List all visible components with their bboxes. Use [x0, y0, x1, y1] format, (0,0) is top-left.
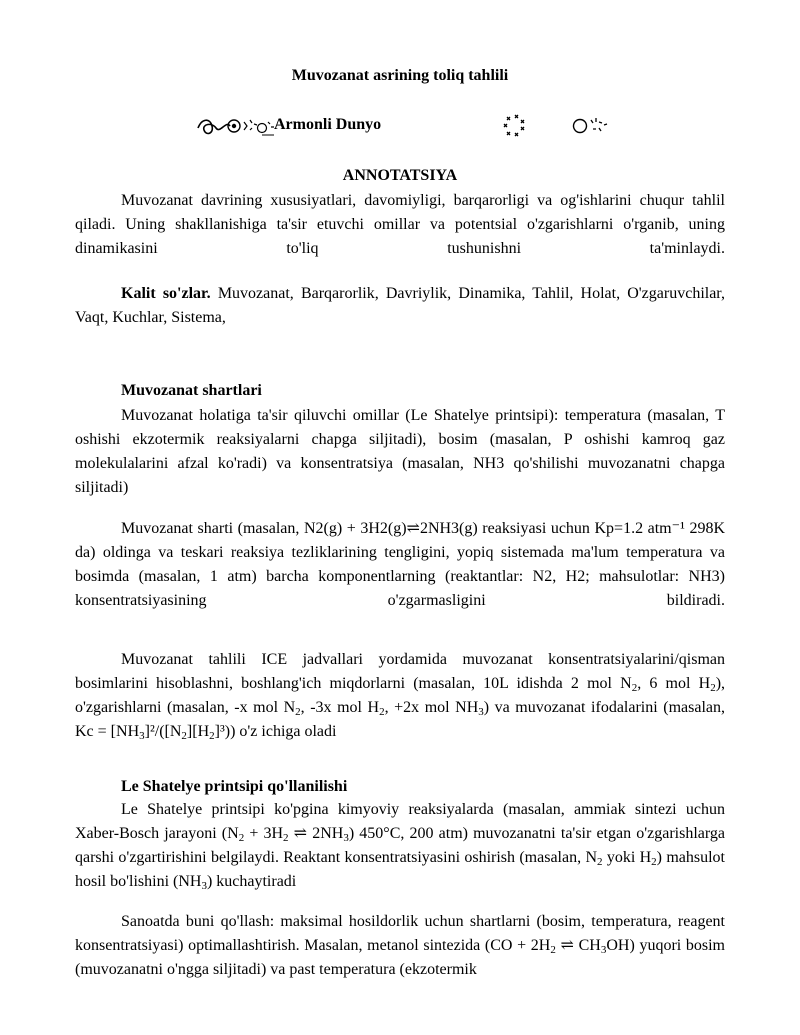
keywords-paragraph [75, 282, 725, 330]
text-run: ) 450°C, 200 atm) muvozanatni ta'sir etgan o'zgarishlarga qarshi o'zgartirishini belgilaydi. Reaktant konsentratsiyasini oshirish (masalan, N [75, 825, 726, 866]
text-run: ]³)) o'z ichiga oladi [214, 723, 337, 740]
section1-paragraph-1 [75, 404, 725, 500]
document-title: Muvozanat asrining toliq tahlili [291, 67, 509, 84]
decorative-flourish-icon [196, 114, 274, 138]
section-heading-le-chatelier: Le Shatelye printsipi qo'llanilishi [121, 778, 348, 795]
subscript: 3 [478, 706, 484, 718]
subscript: 2 [597, 856, 603, 868]
text-run: Sanoatda buni qo'llash: maksimal hosildorlik uchun shartlarni (bosim, temperatura, reagent konsentratsiyasi) optimallashtirish. Masalan, metanol sintezida (CO + 2H [75, 913, 725, 954]
keywords-list: Muvozanat, Barqarorlik, Davriylik, Dinamika, Tahlil, Holat, O'zgaruvchilar, Vaqt, Kuchlar, Sistema, [75, 285, 725, 326]
section1-paragraph-2-text: Muvozanat sharti (masalan, N2(g) + 3H2(g)⇌2NH3(g) reaksiyasi uchun Kp=1.2 atm⁻¹ 298K da) oldinga va teskari reaksiya tezliklarining tengligini, yopiq sistemada ma'lum temperatura va bosimda (masalan, 1 atm) barcha komponentlarning (reaktantlar: N2, H2; mahsulotlar: NH3) konsentratsiyasining o'zgarmasligini bildiradi. [75, 520, 725, 609]
text-run: ]²/([N [144, 723, 182, 740]
section2-paragraph-1 [75, 798, 725, 894]
text-run: ⇌ 2NH [288, 825, 344, 842]
text-run: , 6 mol H [637, 675, 711, 692]
subscript: 2 [209, 730, 215, 742]
text-run: yoki H [602, 849, 652, 866]
section2-paragraph-2 [75, 910, 725, 982]
text-run: ][H [186, 723, 210, 740]
annotation-text: Muvozanat davrining xususiyatlari, davomiyligi, barqarorligi va og'ishlarini chuqur tahlil qiladi. Uning shakllanishiga ta'sir etuvchi omillar va potentsial o'zgarishlarni o'rganib, uning dinamikasini to'liq tushunishni ta'minlaydi. [75, 192, 725, 257]
text-run: OH) yuqori bosim (muvozanatni o'ngga siljitadi) va past temperatura (ekzotermik [75, 937, 726, 978]
text-run: Muvozanat tahlili ICE jadvallari yordamida muvozanat konsentratsiyalarini/qisman bosimlarini hisoblashni, boshlang'ich miqdorlarni (masalan, 10L idishda 2 mol N [75, 651, 725, 692]
section1-paragraph-3 [75, 648, 725, 744]
section1-paragraph-1-text: Muvozanat holatiga ta'sir qiluvchi omillar (Le Shatelye printsipi): temperatura (masalan, T oshishi ekzotermik reaksiyalarni chapga siljitadi), bosim (masalan, P oshishi kamroq gaz molekulalarini afzal ko'radi) va konsentratsiya (masalan, NH3 qo'shilishi muvozanatni chapga siljitadi) [75, 407, 725, 496]
keywords-label: Kalit so'zlar. [121, 285, 211, 302]
section-heading-equilibrium-conditions: Muvozanat shartlari [121, 382, 262, 399]
subscript: 2 [379, 706, 385, 718]
text-run: ) kuchaytiradi [206, 873, 297, 890]
annotation-paragraph [75, 189, 725, 261]
text-run: ) va muvozanat ifodalarini (masalan, Kc = [NH [75, 699, 725, 740]
subscript: 3 [201, 880, 207, 892]
subscript: 2 [295, 706, 301, 718]
annotation-heading: ANNOTATSIYA [342, 167, 458, 184]
subscript: 3 [343, 832, 349, 844]
subscript: 2 [651, 856, 657, 868]
text-run: ) mahsulot hosil bo'lishini (NH [75, 849, 725, 890]
subscript: 2 [238, 832, 245, 844]
text-run: , -3x mol H [300, 699, 380, 716]
subscript: 2 [181, 730, 187, 742]
subscript: 3 [600, 944, 607, 956]
text-run: Le Shatelye printsipi ko'pgina kimyoviy reaksiyalarda (masalan, ammiak sintezi uchun Xaber-Bosch jarayoni (N [75, 801, 725, 842]
subscript: 2 [550, 944, 556, 956]
author-row [0, 114, 800, 140]
text-run: ⇌ CH [555, 937, 601, 954]
subscript: 3 [139, 730, 145, 742]
author-name: Armonli Dunyo [274, 116, 382, 133]
text-run: , +2x mol NH [384, 699, 479, 716]
subscript: 2 [631, 682, 638, 694]
decorative-circle-icon [572, 116, 612, 136]
subscript: 2 [710, 682, 716, 694]
subscript: 2 [283, 832, 289, 844]
decorative-sparkle-icon [501, 114, 527, 138]
section1-paragraph-2 [75, 517, 725, 613]
text-run: + 3H [244, 825, 284, 842]
text-run: ), o'zgarishlarni (masalan, -x mol N [75, 675, 726, 716]
